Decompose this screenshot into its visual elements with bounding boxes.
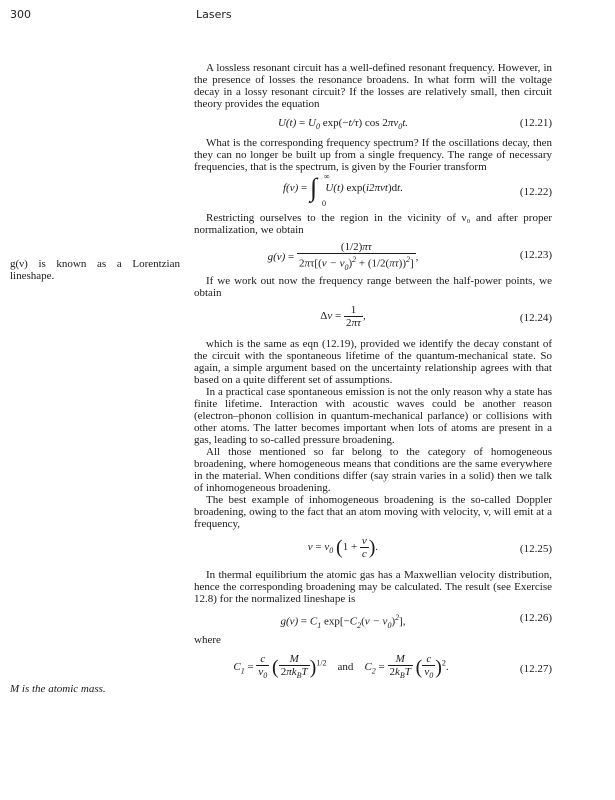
margin-note-atomic-mass: M is the atomic mass.	[10, 683, 106, 695]
equation-body: Δν = $\frac{1}{2\pi\tau}$ ,	[320, 304, 366, 329]
equation-number: (12.26)	[519, 612, 552, 624]
paragraph: A lossless resonant circuit has a well-defined resonant frequency. However, in the presence of losses the resonance broadens. In what form will the voltage decay in a lossy resonant circuit? If the losses are relatively small, then circuit theory provides the equation	[194, 62, 552, 110]
equation-number: (12.25)	[519, 543, 552, 555]
equation-number: (12.24)	[519, 312, 552, 324]
running-title: Lasers	[196, 8, 232, 21]
paragraph: which is the same as eqn (12.19), provided we identify the decay constant of the circuit with the spontaneous lifetime of the quantum-mechanical state. So again, a simple argument based on the uncertainty relationship agrees with that based on a quite different set of assumptions.	[194, 338, 552, 386]
equation-12-25	[194, 533, 552, 567]
equation-number: (12.21)	[519, 117, 552, 129]
paragraph: What is the corresponding frequency spectrum? If the oscillations decay, then they can no longer be built up from a single frequency. The range of necessary frequencies, that is the spectrum, is given by the Fourier transform	[194, 137, 552, 173]
and-word: and	[337, 661, 354, 674]
margin-note-lorentzian: g(ν) is known as a Lorentzian lineshape.	[10, 258, 180, 282]
equation-body: $\nu = \nu_0$ (1 + $\frac{v}{c}$ ).	[307, 535, 379, 560]
equation-number: (12.27)	[519, 663, 552, 675]
paragraph: Restricting ourselves to the region in the vicinity of ν₀ and after proper normalization, we obtain	[194, 212, 552, 236]
equation-12-23	[194, 239, 552, 273]
main-text-column	[194, 62, 552, 691]
equation-12-22	[194, 172, 552, 210]
equation-number: (12.23)	[519, 249, 552, 261]
paragraph: The best example of inhomogeneous broadening is the so-called Doppler broadening, owing to the fact that an atom moving with velocity, v, will emit at a frequency,	[194, 494, 552, 530]
paragraph: In a practical case spontaneous emission is not the only reason why a state has finite lifetime. Interaction with acoustic waves could be another reason (electron–phonon collision in quantum-mechanical parlance) or collisions with other atoms. The latter becomes important when lots of atoms are present in a gas, leading to so-called pressure broadening.	[194, 386, 552, 446]
equation-body: f(ν) = ∫ ∞ 0 U(t) exp(i2πνt)dt.	[283, 172, 403, 209]
paragraph: In thermal equilibrium the atomic gas has a Maxwellian velocity distribution, hence the corresponding broadening may be calculated. The result (see Exercise 12.8) for the normalized lineshape is	[194, 569, 552, 605]
paragraph: If we work out now the frequency range between the half-power points, we obtain	[194, 275, 552, 299]
paragraph: All those mentioned so far belong to the category of homogeneous broadening, where homogeneous means that conditions are the same everywhere in the material. When conditions differ (say strain varies in a solid) then we talk of inhomogeneous broadening.	[194, 446, 552, 494]
equation-12-21	[194, 113, 552, 135]
equation-body: $g(\nu) = C_1$ $\exp[-C_2(\nu - \nu_0)^2]$,	[280, 613, 406, 630]
page-number: 300	[10, 8, 31, 21]
equation-12-24	[194, 302, 552, 336]
paragraph: where	[194, 634, 221, 646]
equation-body: $U(t) = U_0$ exp(−t/τ) $\cos 2\pi\nu_0t$.	[277, 117, 409, 132]
equation-body: $C_1$ = $\frac{c}{\nu_0}$ ( $\frac{M}{2\pi k_BT}$ )$^{1/2}$ and $C_2$ = $\frac{M}{2k_BT}$ ( $\frac{c}{\nu_0}$ )$^2$.	[233, 653, 449, 681]
equation-number: (12.22)	[519, 186, 552, 198]
equation-12-27	[194, 649, 552, 689]
equation-12-26	[194, 608, 552, 630]
equation-body: g(ν) = $\frac{(1/2)\pi\tau}{2\pi\tau[(\nu - \nu_0)^2 + (1/2(\pi\tau))^2]}$ ,	[267, 241, 419, 272]
